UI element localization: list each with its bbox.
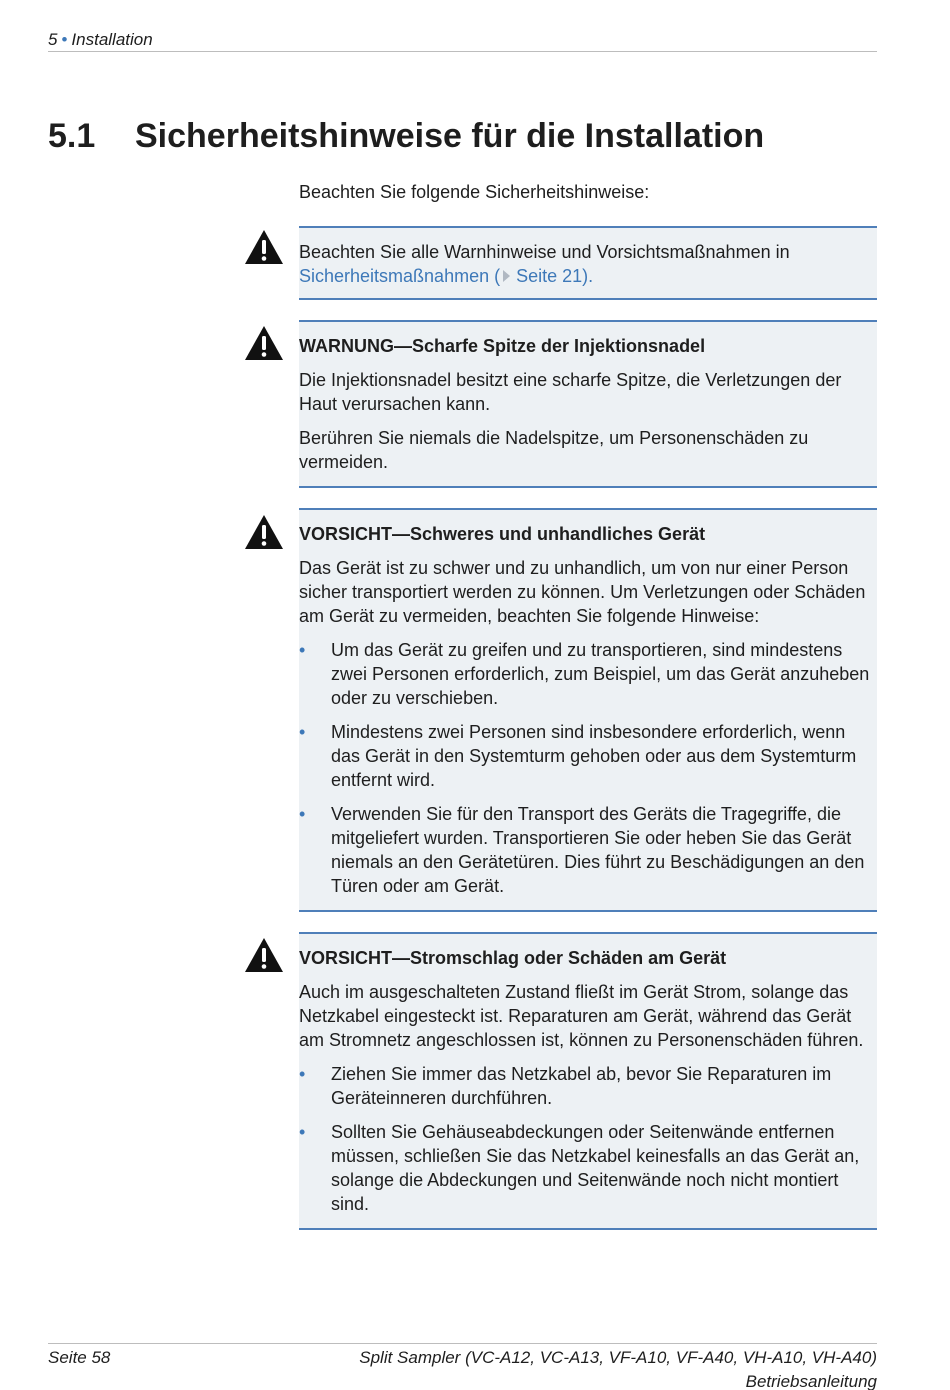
header-chapter-number: 5 [48,30,58,49]
notice-caution-electric [299,932,877,1230]
link-page: Seite 21 [516,266,583,286]
list-item [299,638,877,710]
footer-doc-type: Betriebsanleitung [745,1372,877,1390]
list-item [299,802,877,898]
page-ref-arrow-icon [503,270,510,282]
list-item-text: Um das Gerät zu greifen und zu transportieren, sind mindestens zwei Personen erforderlich, zum Beispiel, um das Gerät anzuheben oder zu verschieben. [331,640,870,708]
bullet-icon: • [299,1122,306,1142]
list-item-text: Verwenden Sie für den Transport des Geräts die Tragegriffe, die mitgeliefert wurden. Transportieren Sie oder heben Sie das Gerät niemals an den Gerätetüren. Dies führt zu Beschädigungen an den Türen oder am Gerät. [331,804,865,896]
header-chapter-title: Installation [71,30,153,49]
footer-page-number: Seite 58 [48,1348,111,1367]
section-number: 5.1 [48,117,96,155]
notice-warning-needle [299,320,877,488]
notice-paragraph: Berühren Sie niemals die Nadelspitze, um Personenschäden zu vermeiden. [299,428,809,472]
warning-icon [244,325,284,361]
notice-title: VORSICHT—Schweres und unhandliches Gerät [299,524,706,544]
running-header [48,30,877,52]
list-item-text: Ziehen Sie immer das Netzkabel ab, bevor Sie Reparaturen im Geräteinneren durchführen. [331,1064,832,1108]
list-item [299,1062,877,1110]
safety-measures-link[interactable] [299,266,593,286]
notice-paragraph: Die Injektionsnadel besitzt eine scharfe Spitze, die Verletzungen der Haut verursachen kann. [299,370,842,414]
warning-icon [244,229,284,265]
notice-paragraph: Auch im ausgeschalteten Zustand fließt im Gerät Strom, solange das Netzkabel eingesteckt ist. Reparaturen am Gerät, während das Gerät am Stromnetz angeschlossen ist, können zu Personenschäden führen. [299,982,864,1050]
bullet-icon: • [299,640,306,660]
section-title-text: Sicherheitshinweise für die Installation [135,117,765,155]
bullet-icon: • [299,804,306,824]
footer-product: Split Sampler (VC-A12, VC-A13, VF-A10, VF-A40, VH-A10, VH-A40) [359,1348,877,1367]
notice-paragraph: Das Gerät ist zu schwer und zu unhandlich, um von nur einer Person sicher transportiert werden zu können. Um Verletzungen oder Schäden am Gerät zu vermeiden, beachten Sie folgende Hinweise: [299,558,866,626]
header-separator: • [61,30,68,49]
link-suffix: ). [582,266,594,286]
warning-icon [244,514,284,550]
notice-general [299,226,877,300]
notice-bullet-list [299,1062,877,1216]
intro-text: Beachten Sie folgende Sicherheitshinweise: [299,182,650,202]
link-label: Sicherheitsmaßnahmen ( [299,266,501,286]
section-title [48,114,764,158]
list-item [299,720,877,792]
notice-title: WARNUNG—Scharfe Spitze der Injektionsnadel [299,336,706,356]
notice-title: VORSICHT—Stromschlag oder Schäden am Gerät [299,948,727,968]
footer-doc-info [359,1346,877,1390]
list-item [299,1120,877,1216]
page-footer [48,1343,877,1390]
notice-general-prefix: Beachten Sie alle Warnhinweise und Vorsichtsmaßnahmen in [299,242,790,262]
warning-icon [244,937,284,973]
list-item-text: Sollten Sie Gehäuseabdeckungen oder Seitenwände entfernen müssen, schließen Sie das Netzkabel keinesfalls an das Gerät an, solange die Abdeckungen und Seitenwände noch nicht montiert sind. [331,1122,860,1214]
notice-bullet-list [299,638,877,898]
notice-general-text [299,240,877,288]
list-item-text: Mindestens zwei Personen sind insbesondere erforderlich, wenn das Gerät in den Systemturm gehoben oder aus dem Systemturm entfernt wird. [331,722,857,790]
bullet-icon: • [299,1064,306,1084]
bullet-icon: • [299,722,306,742]
notice-caution-heavy [299,508,877,912]
